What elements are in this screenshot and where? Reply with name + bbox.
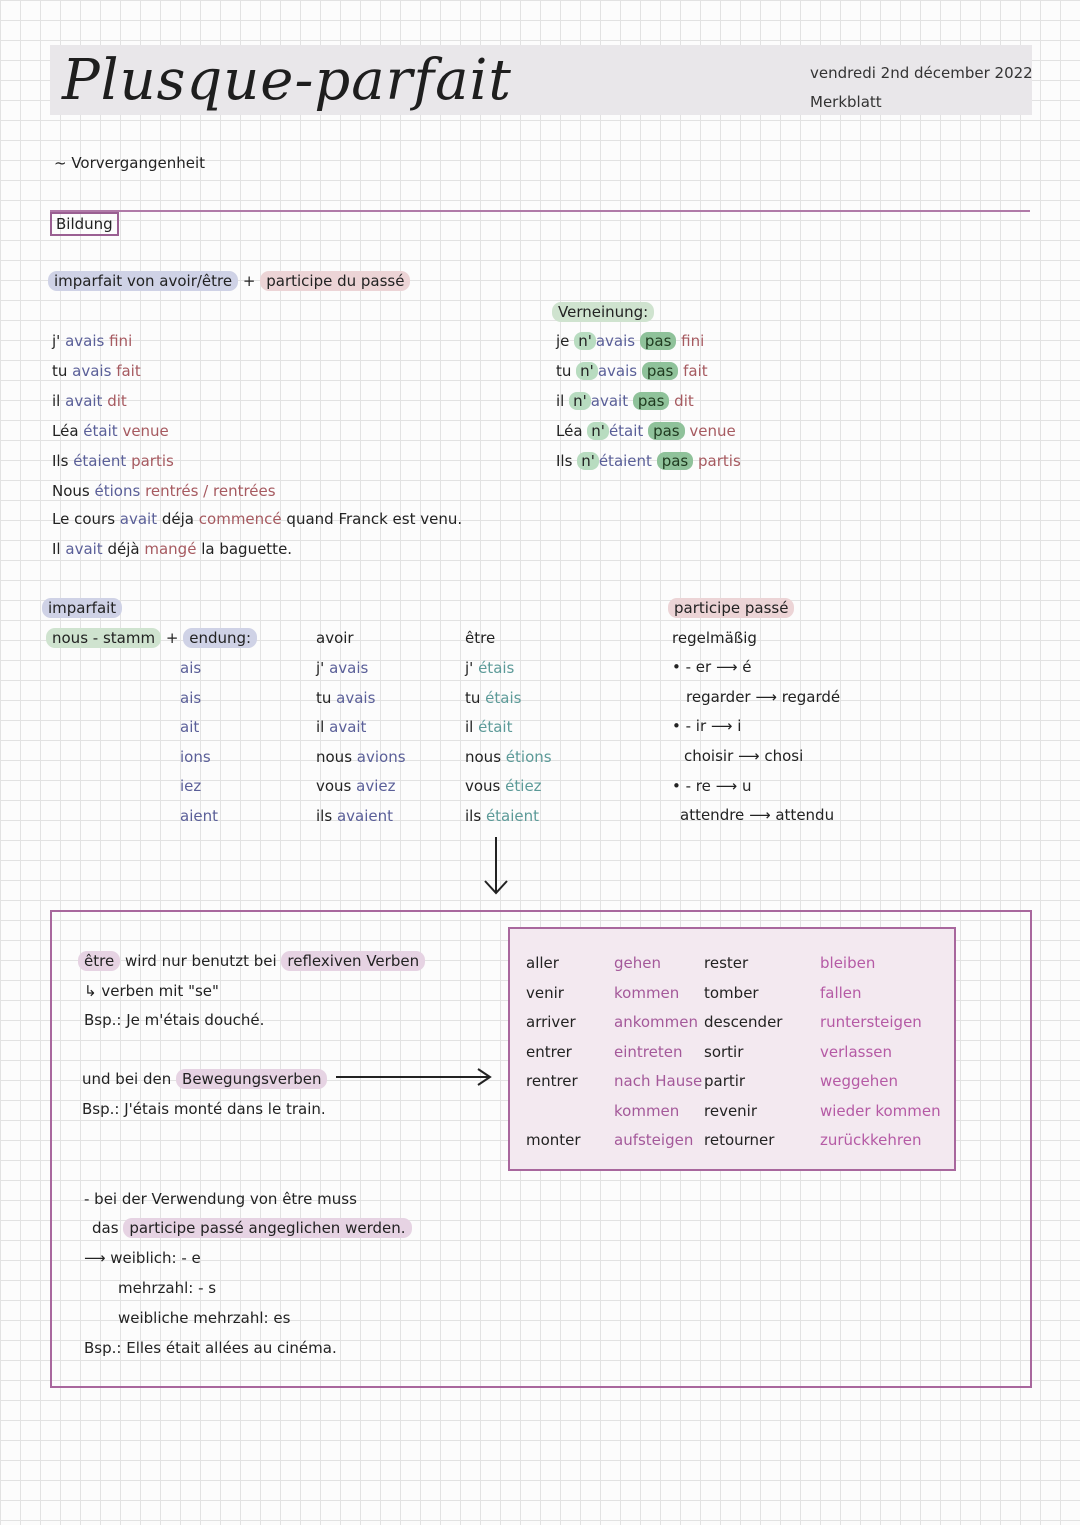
neg-subject: Ils	[556, 452, 573, 470]
imparfait-label: imparfait	[42, 598, 122, 618]
note-line11: Bsp.: Elles était allées au cinéma.	[84, 1339, 337, 1357]
example-row	[52, 452, 174, 470]
s1-part: commencé	[198, 510, 282, 528]
note-etre: être	[78, 951, 120, 971]
negation-row	[556, 332, 704, 350]
page-title: Plusque-parfait	[62, 48, 512, 113]
etre-verb: étais	[485, 688, 522, 707]
rule-re-src: • - re	[672, 777, 711, 795]
neg-pas: pas	[633, 392, 670, 410]
example-row	[52, 422, 169, 440]
example-aux: étaient	[73, 452, 127, 470]
s2-a: Il	[52, 540, 61, 558]
etre-verb: étiez	[505, 777, 542, 795]
neg-aux: avait	[590, 392, 629, 410]
neg-ne: n'	[569, 392, 591, 410]
rule-ir-dst: i	[737, 717, 742, 735]
note-line8: ⟶ weiblich: - e	[84, 1249, 201, 1267]
ex-re-part: attendu	[775, 806, 835, 824]
avoir-verb: avais	[329, 659, 369, 677]
avoir-verb: avais	[336, 688, 376, 707]
ex-ir	[684, 747, 803, 765]
s1-c: quand Franck est venu.	[286, 510, 463, 528]
verb-de: zurückkehren	[820, 1131, 922, 1149]
avoir-pronoun: j'	[316, 659, 325, 677]
ex-ir-inf: choisir	[684, 747, 734, 765]
etre-pronoun: vous	[465, 777, 501, 795]
note-line3: Bsp.: Je m'étais douché.	[84, 1011, 265, 1029]
verb-de: gehen	[614, 954, 661, 972]
rule-ir	[672, 717, 741, 735]
etre-form	[465, 689, 521, 707]
ending: ais	[180, 688, 202, 707]
subtitle: Merkblatt	[810, 93, 882, 111]
avoir-verb: avait	[329, 718, 367, 736]
neg-subject: il	[556, 392, 565, 410]
avoir-form	[316, 807, 393, 825]
ending: ions	[180, 747, 211, 766]
etre-head: être	[465, 629, 496, 647]
example-participle: fait	[116, 362, 141, 380]
etre-form	[465, 748, 552, 766]
regel: regelmäßig	[672, 629, 757, 647]
verb-fr: sortir	[704, 1042, 744, 1061]
down-arrow-icon	[480, 835, 512, 897]
example-participle: partis	[131, 452, 174, 470]
verb-de: weggehen	[820, 1072, 899, 1090]
avoir-pronoun: vous	[316, 777, 352, 795]
example-subject: Nous	[52, 482, 90, 500]
ex-er-inf: regarder	[686, 688, 751, 706]
etre-verb: étais	[478, 659, 515, 677]
note-line2: ↳ verben mit "se"	[84, 982, 219, 1000]
etre-verb: était	[478, 718, 513, 736]
neg-subject: Léa	[556, 422, 583, 440]
s2-c: la baguette.	[201, 540, 293, 558]
neg-participle: fait	[683, 362, 708, 380]
avoir-verb: aviez	[356, 777, 396, 795]
neg-ne: n'	[577, 452, 599, 470]
etre-pronoun: ils	[465, 806, 482, 825]
note-line9: mehrzahl: - s	[118, 1279, 217, 1297]
verb-de: verlassen	[820, 1042, 892, 1061]
rule-re	[672, 777, 751, 795]
example-participle: fini	[109, 332, 133, 350]
etre-pronoun: il	[465, 718, 474, 736]
example-row	[52, 332, 132, 350]
neg-aux: avais	[595, 332, 636, 350]
verb-fr: venir	[526, 983, 564, 1002]
avoir-pronoun: ils	[316, 806, 333, 825]
note-line5: Bsp.: J'étais monté dans le train.	[82, 1100, 326, 1118]
verb-de: aufsteigen	[614, 1131, 694, 1149]
divider	[50, 210, 1030, 212]
avoir-verb: avions	[356, 747, 406, 766]
verb-de: runtersteigen	[820, 1013, 922, 1031]
avoir-form	[316, 777, 396, 795]
ending: aient	[180, 806, 218, 825]
ex-er	[686, 688, 840, 706]
verb-fr: aller	[526, 954, 559, 972]
example-row	[52, 392, 127, 410]
verb-de: kommen	[614, 983, 680, 1002]
example-subject: tu	[52, 362, 68, 380]
neg-participle: partis	[698, 452, 741, 470]
avoir-verb: avaient	[336, 806, 393, 825]
rule-re-dst: u	[741, 777, 752, 795]
example-aux: avais	[65, 332, 105, 350]
bildung-label: Bildung	[50, 212, 119, 236]
neg-subject: tu	[556, 362, 572, 380]
verb-de: eintreten	[614, 1042, 683, 1061]
neg-aux: étaient	[598, 452, 652, 470]
note-7a: das	[92, 1219, 119, 1237]
example-participle: dit	[107, 392, 127, 410]
verb-fr: descender	[704, 1013, 783, 1031]
example-row	[52, 482, 276, 500]
example-aux: avais	[72, 362, 112, 380]
verb-fr: partir	[704, 1072, 746, 1090]
etre-verb: étaient	[485, 806, 540, 825]
etre-form	[465, 718, 512, 736]
negation-row	[556, 392, 694, 410]
note-4b: Bewegungsverben	[176, 1069, 327, 1089]
sentence-1	[52, 510, 462, 528]
verb-fr: revenir	[704, 1101, 758, 1120]
verneinung-label: Verneinung:	[552, 302, 654, 322]
formula-participe: participe du passé	[260, 271, 410, 291]
etre-pronoun: j'	[465, 659, 474, 677]
note-line4	[82, 1070, 327, 1088]
verb-fr: entrer	[526, 1042, 572, 1061]
s2-b: déjà	[107, 540, 140, 558]
etre-pronoun: tu	[465, 688, 481, 707]
formula-imparfait: imparfait von avoir/être	[48, 271, 238, 291]
example-row	[52, 362, 141, 380]
avoir-pronoun: tu	[316, 688, 332, 707]
verb-fr: monter	[526, 1131, 581, 1149]
rule-er-src: • - er	[672, 658, 712, 676]
neg-aux: avais	[597, 362, 638, 380]
avoir-form	[316, 689, 375, 707]
etre-form	[465, 777, 542, 795]
ending: ais	[180, 659, 202, 677]
s1-a: Le cours	[52, 510, 116, 528]
s1-b: déja	[161, 510, 194, 528]
neg-aux: était	[608, 422, 644, 440]
example-aux: était	[83, 422, 118, 440]
sentence-2	[52, 540, 292, 558]
avoir-form	[316, 748, 406, 766]
neg-subject: je	[556, 332, 570, 350]
arrow-icon: ⟶	[738, 747, 760, 765]
etre-pronoun: nous	[465, 747, 502, 766]
stamm-plus: +	[165, 629, 179, 647]
verb-fr: tomber	[704, 983, 759, 1002]
rule-er	[672, 658, 752, 676]
ex-re	[680, 806, 834, 824]
intro: ~ Vorvergangenheit	[54, 154, 206, 172]
avoir-form	[316, 659, 368, 677]
verb-de: nach Hause	[614, 1072, 703, 1090]
neg-ne: n'	[574, 332, 596, 350]
avoir-pronoun: nous	[316, 747, 353, 766]
verb-fr: retourner	[704, 1131, 775, 1149]
arrow-icon: ⟶	[749, 806, 771, 824]
formula-plus: +	[242, 272, 256, 290]
verb-fr: rester	[704, 954, 749, 972]
ex-re-inf: attendre	[680, 806, 745, 824]
note-line6: - bei der Verwendung von être muss	[84, 1190, 357, 1208]
neg-ne: n'	[576, 362, 598, 380]
arrow-icon: ⟶	[715, 777, 738, 795]
arrow-icon: ⟶	[710, 717, 733, 735]
example-aux: avait	[65, 392, 103, 410]
arrow-icon: ⟶	[715, 658, 738, 676]
s2-part: mangé	[144, 540, 197, 558]
verb-de: wieder kommen	[820, 1101, 941, 1120]
example-subject: Ils	[52, 452, 69, 470]
verb-de: kommen	[614, 1101, 680, 1120]
neg-participle: fini	[681, 332, 705, 350]
s2-aux: avait	[65, 540, 103, 558]
example-subject: j'	[52, 332, 61, 350]
example-subject: il	[52, 392, 61, 410]
verb-de: bleiben	[820, 954, 876, 972]
stamm: nous - stamm	[46, 628, 161, 648]
endung: endung:	[183, 628, 257, 648]
verb-fr: rentrer	[526, 1072, 578, 1090]
note-4a: und bei den	[82, 1070, 172, 1088]
date: vendredi 2nd décember 2022	[810, 64, 1033, 82]
formula	[48, 272, 410, 290]
participe-label: participe passé	[668, 598, 794, 618]
note-line7	[92, 1219, 412, 1237]
neg-ne: n'	[587, 422, 609, 440]
etre-form	[465, 807, 539, 825]
stamm-formula	[46, 629, 257, 647]
note-line1	[78, 952, 425, 970]
rule-er-dst: é	[742, 658, 752, 676]
verb-de: fallen	[820, 983, 862, 1002]
note-1a: wird nur benutzt bei	[124, 952, 277, 970]
note-line10: weibliche mehrzahl: es	[118, 1309, 291, 1327]
note-1b: reflexiven Verben	[281, 951, 425, 971]
ex-er-part: regardé	[781, 688, 841, 706]
rule-ir-src: • - ir	[672, 717, 707, 735]
neg-pas: pas	[657, 452, 694, 470]
ex-ir-part: chosi	[764, 747, 804, 765]
ending: ait	[180, 718, 200, 736]
neg-pas: pas	[640, 332, 677, 350]
neg-participle: venue	[689, 422, 736, 440]
avoir-head: avoir	[316, 629, 354, 647]
etre-verb: étions	[505, 747, 552, 766]
avoir-form	[316, 718, 366, 736]
neg-participle: dit	[674, 392, 694, 410]
example-aux: étions	[94, 482, 141, 500]
etre-form	[465, 659, 514, 677]
s1-aux: avait	[119, 510, 158, 528]
example-subject: Léa	[52, 422, 79, 440]
verb-de: ankommen	[614, 1013, 698, 1031]
verb-fr: arriver	[526, 1013, 576, 1031]
avoir-pronoun: il	[316, 718, 325, 736]
ending: iez	[180, 777, 202, 795]
negation-row	[556, 362, 708, 380]
negation-row	[556, 452, 741, 470]
example-participle: rentrés / rentrées	[145, 482, 276, 500]
right-arrow-icon	[334, 1066, 494, 1088]
note-7b: participe passé angeglichen werden.	[123, 1218, 411, 1238]
neg-pas: pas	[642, 362, 679, 380]
negation-row	[556, 422, 736, 440]
example-participle: venue	[122, 422, 169, 440]
arrow-icon: ⟶	[755, 688, 777, 706]
neg-pas: pas	[648, 422, 685, 440]
